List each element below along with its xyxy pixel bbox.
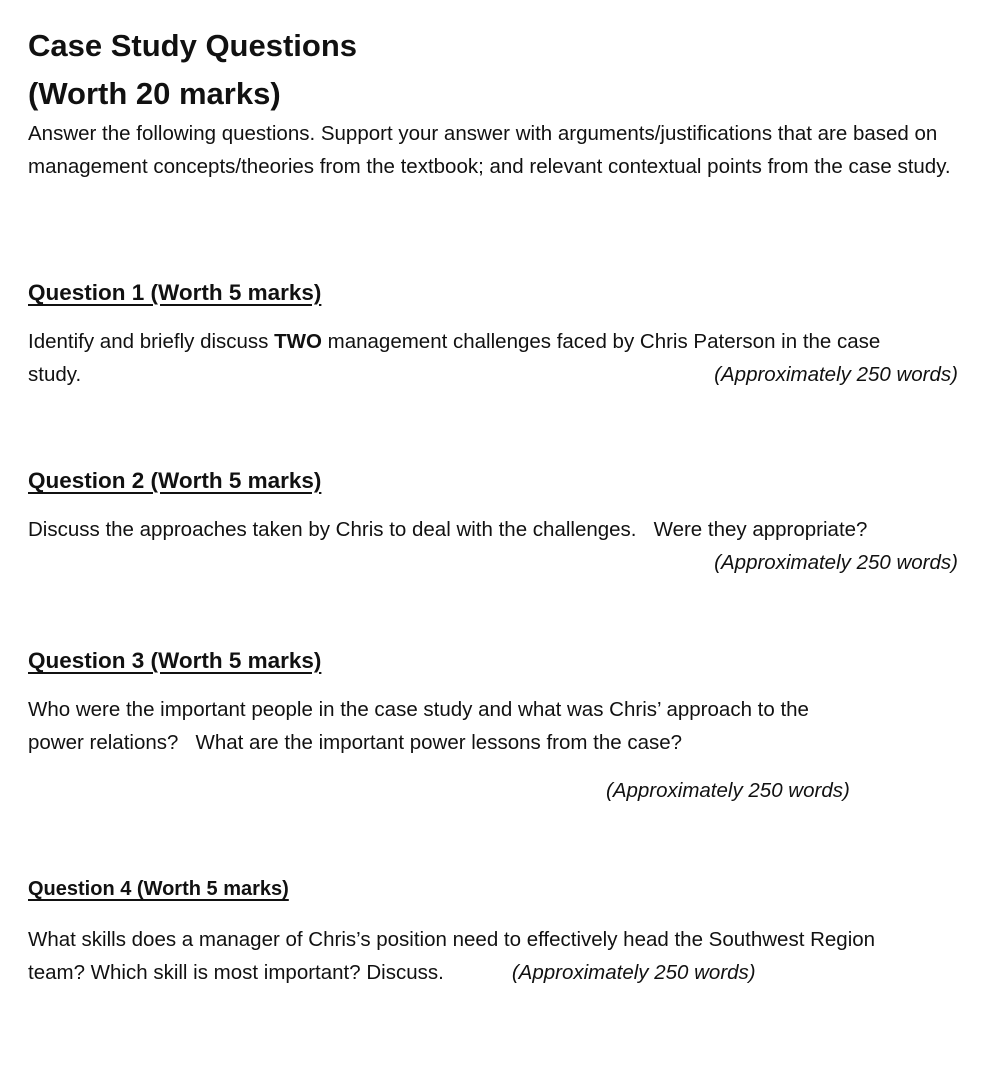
question-2-heading: Question 2 (Worth 5 marks) <box>28 468 322 493</box>
question-1-heading: Question 1 (Worth 5 marks) <box>28 280 322 305</box>
document-page <box>28 22 958 984</box>
question-4-text-line-1: What skills does a manager of Chris’s position need to effectively head the Southwest Region <box>28 928 876 951</box>
question-1-text-line-2: study. <box>28 362 82 386</box>
question-1-bold-word: TWO <box>274 330 322 353</box>
question-2-text: Discuss the approaches taken by Chris to deal with the challenges. Were they appropriate? <box>28 518 868 541</box>
question-3-heading: Question 3 (Worth 5 marks) <box>28 648 322 673</box>
title-line-1: Case Study Questions <box>28 28 358 63</box>
question-2-word-count: (Approximately 250 words) <box>714 550 958 574</box>
question-3-text-line-1: Who were the important people in the case study and what was Chris’ approach to the <box>28 698 809 721</box>
question-4 <box>28 874 958 989</box>
question-1-word-count: (Approximately 250 words) <box>714 362 958 386</box>
question-3-text-line-2: power relations? What are the important power lessons from the case? <box>28 730 683 754</box>
question-1 <box>28 278 958 391</box>
question-1-body <box>28 326 958 359</box>
title-line-2: (Worth 20 marks) <box>28 76 281 111</box>
question-4-text-line-2: team? Which skill is most important? Discuss. <box>28 960 444 984</box>
question-1-second-line <box>28 359 958 392</box>
question-4-heading: Question 4 (Worth 5 marks) <box>28 878 289 900</box>
document-title <box>28 22 958 118</box>
question-3 <box>28 646 958 808</box>
question-4-second-line <box>28 957 958 990</box>
question-3-word-count: (Approximately 250 words) <box>606 779 850 802</box>
question-1-text-end: management challenges faced by Chris Paterson in the case <box>321 330 881 353</box>
question-4-word-count: (Approximately 250 words) <box>511 960 756 984</box>
question-1-text-start: Identify and briefly discuss <box>28 330 275 353</box>
question-2 <box>28 466 958 579</box>
instructions-paragraph: Answer the following questions. Support your answer with arguments/justifications that are based on management concepts/theories from the textbook; and relevant contextual points from the case study. <box>28 122 951 178</box>
